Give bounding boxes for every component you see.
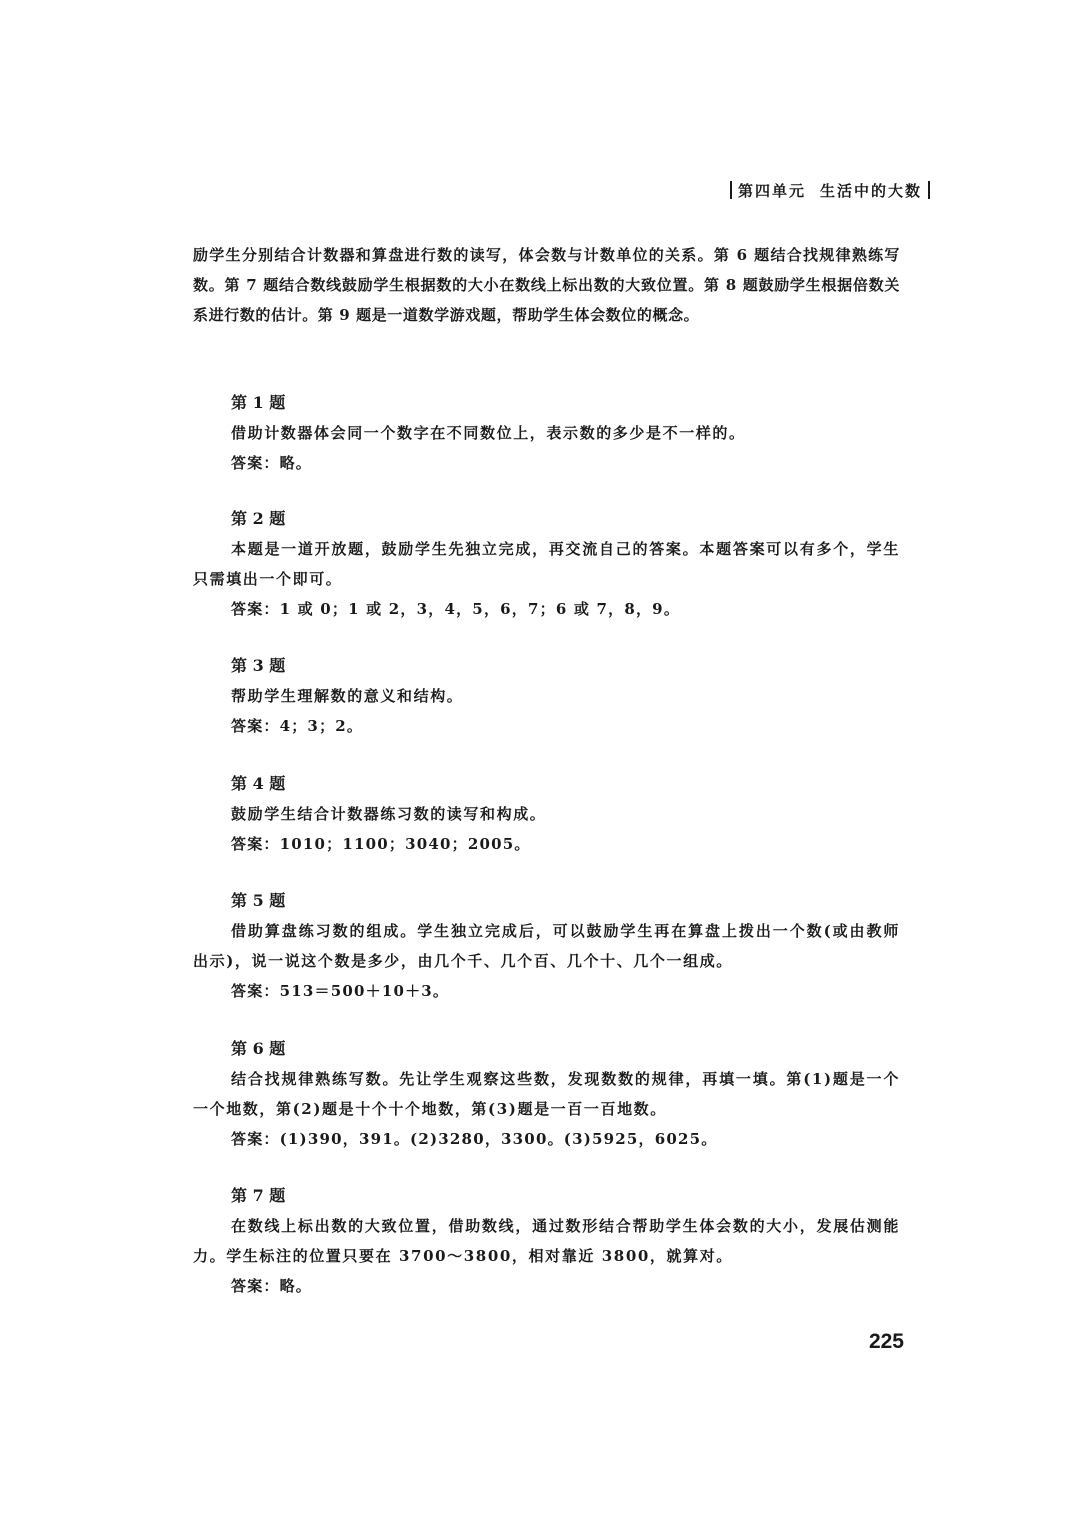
page-number: 225 xyxy=(868,1330,904,1353)
header-right-rule xyxy=(928,181,930,199)
section-answer: 答案：(1)390，391。(2)3280，3300。(3)5925，6025。 xyxy=(231,1130,718,1148)
section-answer: 答案：513＝500＋10＋3。 xyxy=(231,982,450,1000)
section-description: 鼓励学生结合计数器练习数的读写和构成。 xyxy=(231,805,547,823)
section-3 xyxy=(193,651,900,741)
section-title: 第 6 题 xyxy=(231,1039,286,1058)
section-title: 第 3 题 xyxy=(231,656,286,675)
section-answer: 答案：1010；1100；3040；2005。 xyxy=(231,835,531,853)
running-header xyxy=(724,180,936,201)
section-1 xyxy=(193,388,900,478)
section-title: 第 2 题 xyxy=(231,509,286,528)
header-left-rule xyxy=(730,181,732,199)
intro-paragraph: 励学生分别结合计数器和算盘进行数的读写，体会数与计数单位的关系。第 6 题结合找规律熟练写数。第 7 题结合数线鼓励学生根据数的大小在数线上标出数的大致位置。第 8 题鼓励学生根据倍数关系进行数的估计。第 9 题是一道数学游戏题，帮助学生体会数位的概念。 xyxy=(193,246,900,324)
section-title: 第 5 题 xyxy=(231,891,286,910)
section-description: 本题是一道开放题，鼓励学生先独立完成，再交流自己的答案。本题答案可以有多个，学生只需填出一个即可。 xyxy=(193,540,900,588)
section-answer: 答案：4；3；2。 xyxy=(231,717,364,735)
section-4 xyxy=(193,769,900,859)
section-title: 第 4 题 xyxy=(231,774,286,793)
header-unit: 第四单元 xyxy=(737,182,806,200)
section-description: 结合找规律熟练写数。先让学生观察这些数，发现数数的规律，再填一填。第(1)题是一个一个地数，第(2)题是十个十个地数，第(3)题是一百一百地数。 xyxy=(193,1070,900,1118)
section-answer: 答案：1 或 0；1 或 2，3，4，5，6，7；6 或 7，8，9。 xyxy=(231,600,681,618)
section-answer: 答案：略。 xyxy=(231,454,313,472)
section-5 xyxy=(193,886,900,1006)
section-description: 帮助学生理解数的意义和结构。 xyxy=(231,687,464,705)
section-description: 在数线上标出数的大致位置，借助数线，通过数形结合帮助学生体会数的大小，发展估测能力。学生标注的位置只要在 3700～3800，相对靠近 3800，就算对。 xyxy=(193,1217,900,1265)
section-answer: 答案：略。 xyxy=(231,1277,313,1295)
section-2 xyxy=(193,504,900,624)
section-title: 第 7 题 xyxy=(231,1186,286,1205)
section-7 xyxy=(193,1181,900,1301)
section-6 xyxy=(193,1034,900,1154)
section-title: 第 1 题 xyxy=(231,393,286,412)
section-description: 借助算盘练习数的组成。学生独立完成后，可以鼓励学生再在算盘上拨出一个数(或由教师出示)，说一说这个数是多少，由几个千、几个百、几个十、几个一组成。 xyxy=(193,922,900,970)
header-title: 生活中的大数 xyxy=(819,182,922,200)
section-description: 借助计数器体会同一个数字在不同数位上，表示数的多少是不一样的。 xyxy=(231,424,746,442)
